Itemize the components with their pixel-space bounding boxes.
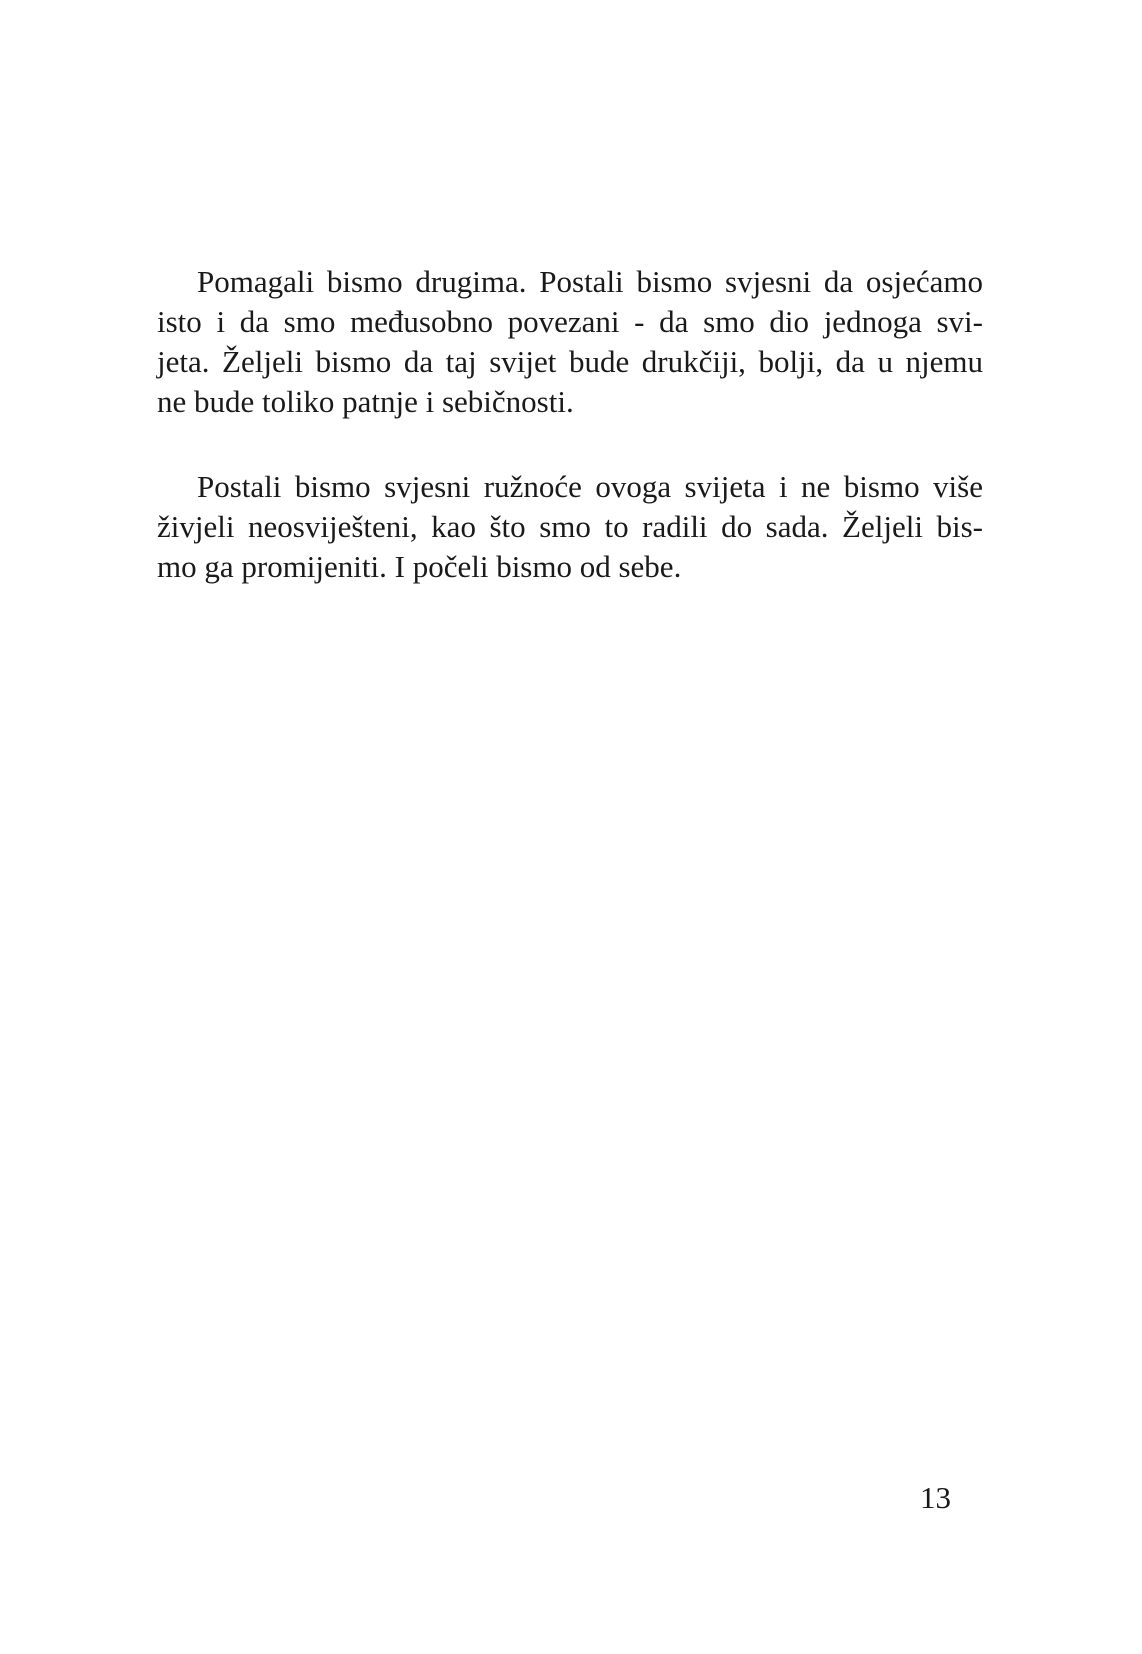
text-line: isto i da smo međusobno povezani - da smo dio jednoga svi- [157, 304, 983, 339]
text-line: ne bude toliko patnje i sebičnosti. [157, 384, 574, 419]
text-line: Pomagali bismo drugima. Postali bismo svjesni da osjećamo [197, 264, 983, 299]
text-line: mo ga promijeniti. I počeli bismo od sebe. [157, 549, 682, 584]
text-line: jeta. Željeli bismo da taj svijet bude drukčiji, bolji, da u njemu [157, 344, 983, 379]
paragraph-2 [157, 467, 983, 587]
text-line: živjeli neosviješteni, kao što smo to radili do sada. Željeli bis- [157, 509, 983, 544]
page-number: 13 [920, 1480, 951, 1515]
text-line: Postali bismo svjesni ružnoće ovoga svijeta i ne bismo više [197, 469, 983, 504]
paragraph-1 [157, 262, 983, 422]
